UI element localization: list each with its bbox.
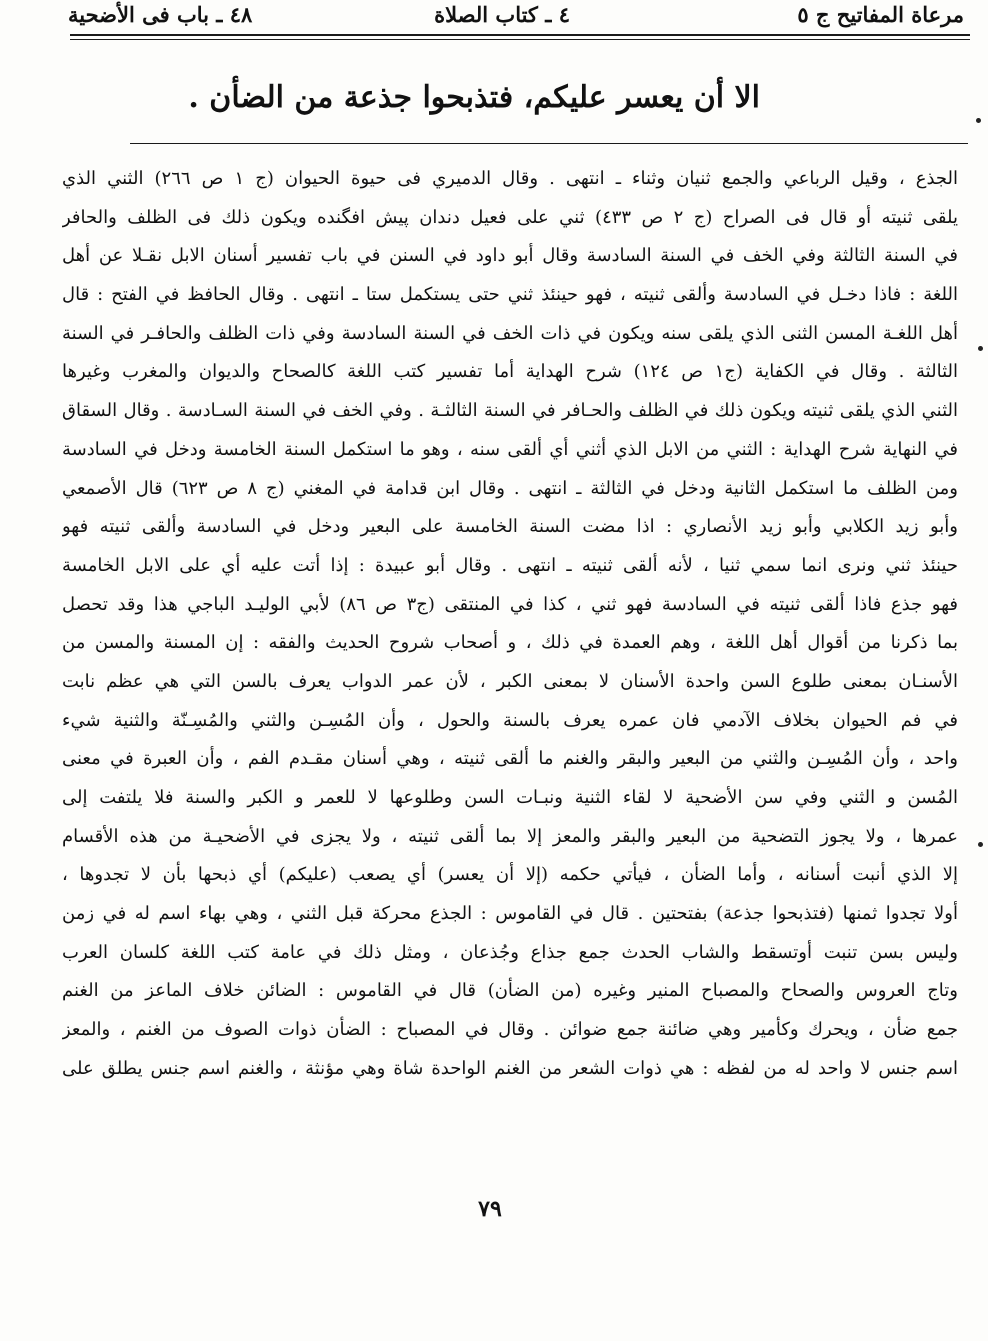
- margin-mark: [976, 118, 981, 123]
- text-line: الثني الذي يلقى ثنيته ويكون ذلك في الظلف والحـافر في السنة الثالثـة . وفي الخف في السنة السـادسة . وقال السقاق: [62, 400, 958, 422]
- text-line: حينئذ ثني ونرى انما سمي ثنيا ، لأنه ألقى ثنيته ـ انتهى . وقال أبو عبيدة : إذا أتت عليه أي على الابل الخامسة: [62, 554, 958, 576]
- header-book-title: مرعاة المفاتيح ج ٥: [797, 2, 964, 27]
- text-line: وتاج العروس والصحاح والمصباح المنير وغيره (من الضأن) قال في القاموس : الضائن خلاف الماعز من الغنم: [62, 980, 958, 1002]
- text-line: المُسن و الثني وفي سن الأضحية لا لقاء الثنية ونبـات السن وطلوعها لا للعمر و الكبر والسنة فلا يلتفت إلى: [62, 787, 958, 808]
- text-line: إلا الذي أنبت أسنانه ، وأما الضأن ، فيأتي حكمه (إلا أن يعسر) أي يصعب (عليكم) أي ذبحها بأن لا تجدوها ،: [62, 864, 958, 886]
- text-line: واحد ، وأن المُسِـن والثني من البعير والبقر والغنم ما ألقى ثنيته ، وهي أسنان مقـدم الفم ، وأن العبرة في معنى: [62, 748, 958, 770]
- text-line: يلقى ثنيته أو قال فى الصراح (ج ٢ ص ٤٣٣) ثني على فعيل دندان پيش افگنده ويكون ذلك فى الظلف والحافر: [62, 206, 958, 228]
- commentary-body: [62, 160, 958, 1089]
- text-line: الجذع ، وقيل الرباعي والجمع ثنيان وثناء ـ انتهى . وقال الدميري فى حيوة الحيوان (ج ١ ص ٢٦٦) الثني الذي: [62, 168, 958, 189]
- header-chapter: ٤ ـ كتاب الصلاة: [434, 2, 570, 27]
- margin-mark: [978, 842, 983, 847]
- text-line: بما ذكرنا من أقوال أهل اللغة ، وهم العمدة في ذلك ، و أصحاب شروح الحديث والفقه : إن المسنة والمسن من: [62, 632, 958, 654]
- text-line: اسم جنس لا واحد له من لفظه : هي ذوات الشعر من الغنم الواحدة شاة وهي مؤنثة ، والغنم اسم جنس يطلق على: [62, 1057, 958, 1079]
- text-line: أولا تجدوا ثمنها (فتذبحوا جذعة) بفتحتين . قال في القاموس : الجذع محركة قبل الثني ، وهي بهاء اسم له في زمن: [62, 903, 958, 925]
- separator-rule: [130, 143, 968, 144]
- margin-mark: [978, 346, 983, 351]
- header-rule-thin: [70, 39, 970, 40]
- text-line: جمع ضأن ، ويحرك وكأمير وهي ضائنة جمع ضوائن . وقال في المصباح : الضأن ذوات الصوف من الغنم ، والمعز: [62, 1019, 958, 1041]
- text-line: وليس بسن تنبت أوتسقط والشاب الحدث جمع جذاع وجُذعان ، ومثل ذلك في عامة كتب اللغة كلسان العرب: [62, 941, 958, 963]
- page-number: ٧٩: [478, 1196, 502, 1222]
- text-line: عمرها ، ولا يجوز التضحية من البعير والبقر والمعز إلا بما ألقى ثنيته ، ولا يجزى في الأضحيـة من هذه الأقسام: [62, 825, 958, 847]
- text-line: فهو جذع فاذا ألقى ثنيته في السادسة فهو ثني ، كذا في المنتقى (ج٣ ص ٨٦) لأبي الوليـد الباجي هذا وقد تحصل: [62, 593, 958, 615]
- text-line: وأبو زيد الكلابي وأبو زيد الأنصاري : اذا مضت السنة الخامسة على البعير ودخل في السادسة وألقى ثنيته فهو: [62, 516, 958, 538]
- text-line: في فم الحيوان بخلاف الآدمي فان عمره يعرف بالسنة والحول ، وأن المُسِـن والثني والمُسِـنّة والثنية شيء: [62, 709, 958, 731]
- text-line: الأسنـان بمعنى طلوع السن واحدة الأسنان لا بمعنى الكبر ، لأن عمر الدواب يعرف بالسن التي هي عظم نابت: [62, 670, 958, 692]
- hadith-text: الا أن يعسر عليكم، فتذبحوا جذعة من الضأن .: [188, 80, 760, 115]
- header-section: ٤٨ ـ باب فى الأضحية: [68, 2, 253, 27]
- running-header: [68, 0, 970, 34]
- text-line: أهل اللغـة المسن الثنى الذي يلقى سنه ويكون في ذات الخف في السنة السادسة وفي ذات الظلف والحافـر في السنة: [62, 322, 958, 344]
- header-rule: [70, 34, 970, 36]
- text-line: في السنة الثالثة وفي الخف في السنة السادسة وقال أبو داود في السنن في باب تفسير أسنان الابل نقـلا عن أهل: [62, 245, 958, 267]
- text-line: الثالثة . وقال في الكفاية (ج١ ص ١٢٤) شرح الهداية أما تفسير كتب اللغة كالصحاح والديوان والمغرب وغيرها: [62, 361, 958, 383]
- text-line: ومن الظلف ما استكمل الثانية ودخل في الثالثة ـ انتهى . وقال ابن قدامة في المغني (ج ٨ ص ٦٢٣) قال الأصمعي: [62, 477, 958, 499]
- text-line: اللغة : فاذا دخـل في السادسة وألقى ثنيته ، فهو حينئذ ثني حتى يستكمل ستا ـ انتهى . وقال الحافظ في الفتح : قال: [62, 284, 958, 306]
- text-line: في النهاية شرح الهداية : الثني من الابل الذي أثني أي ألقى سنه ، وهو ما استكمل السنة الخامسة ودخل في السادسة: [62, 438, 958, 460]
